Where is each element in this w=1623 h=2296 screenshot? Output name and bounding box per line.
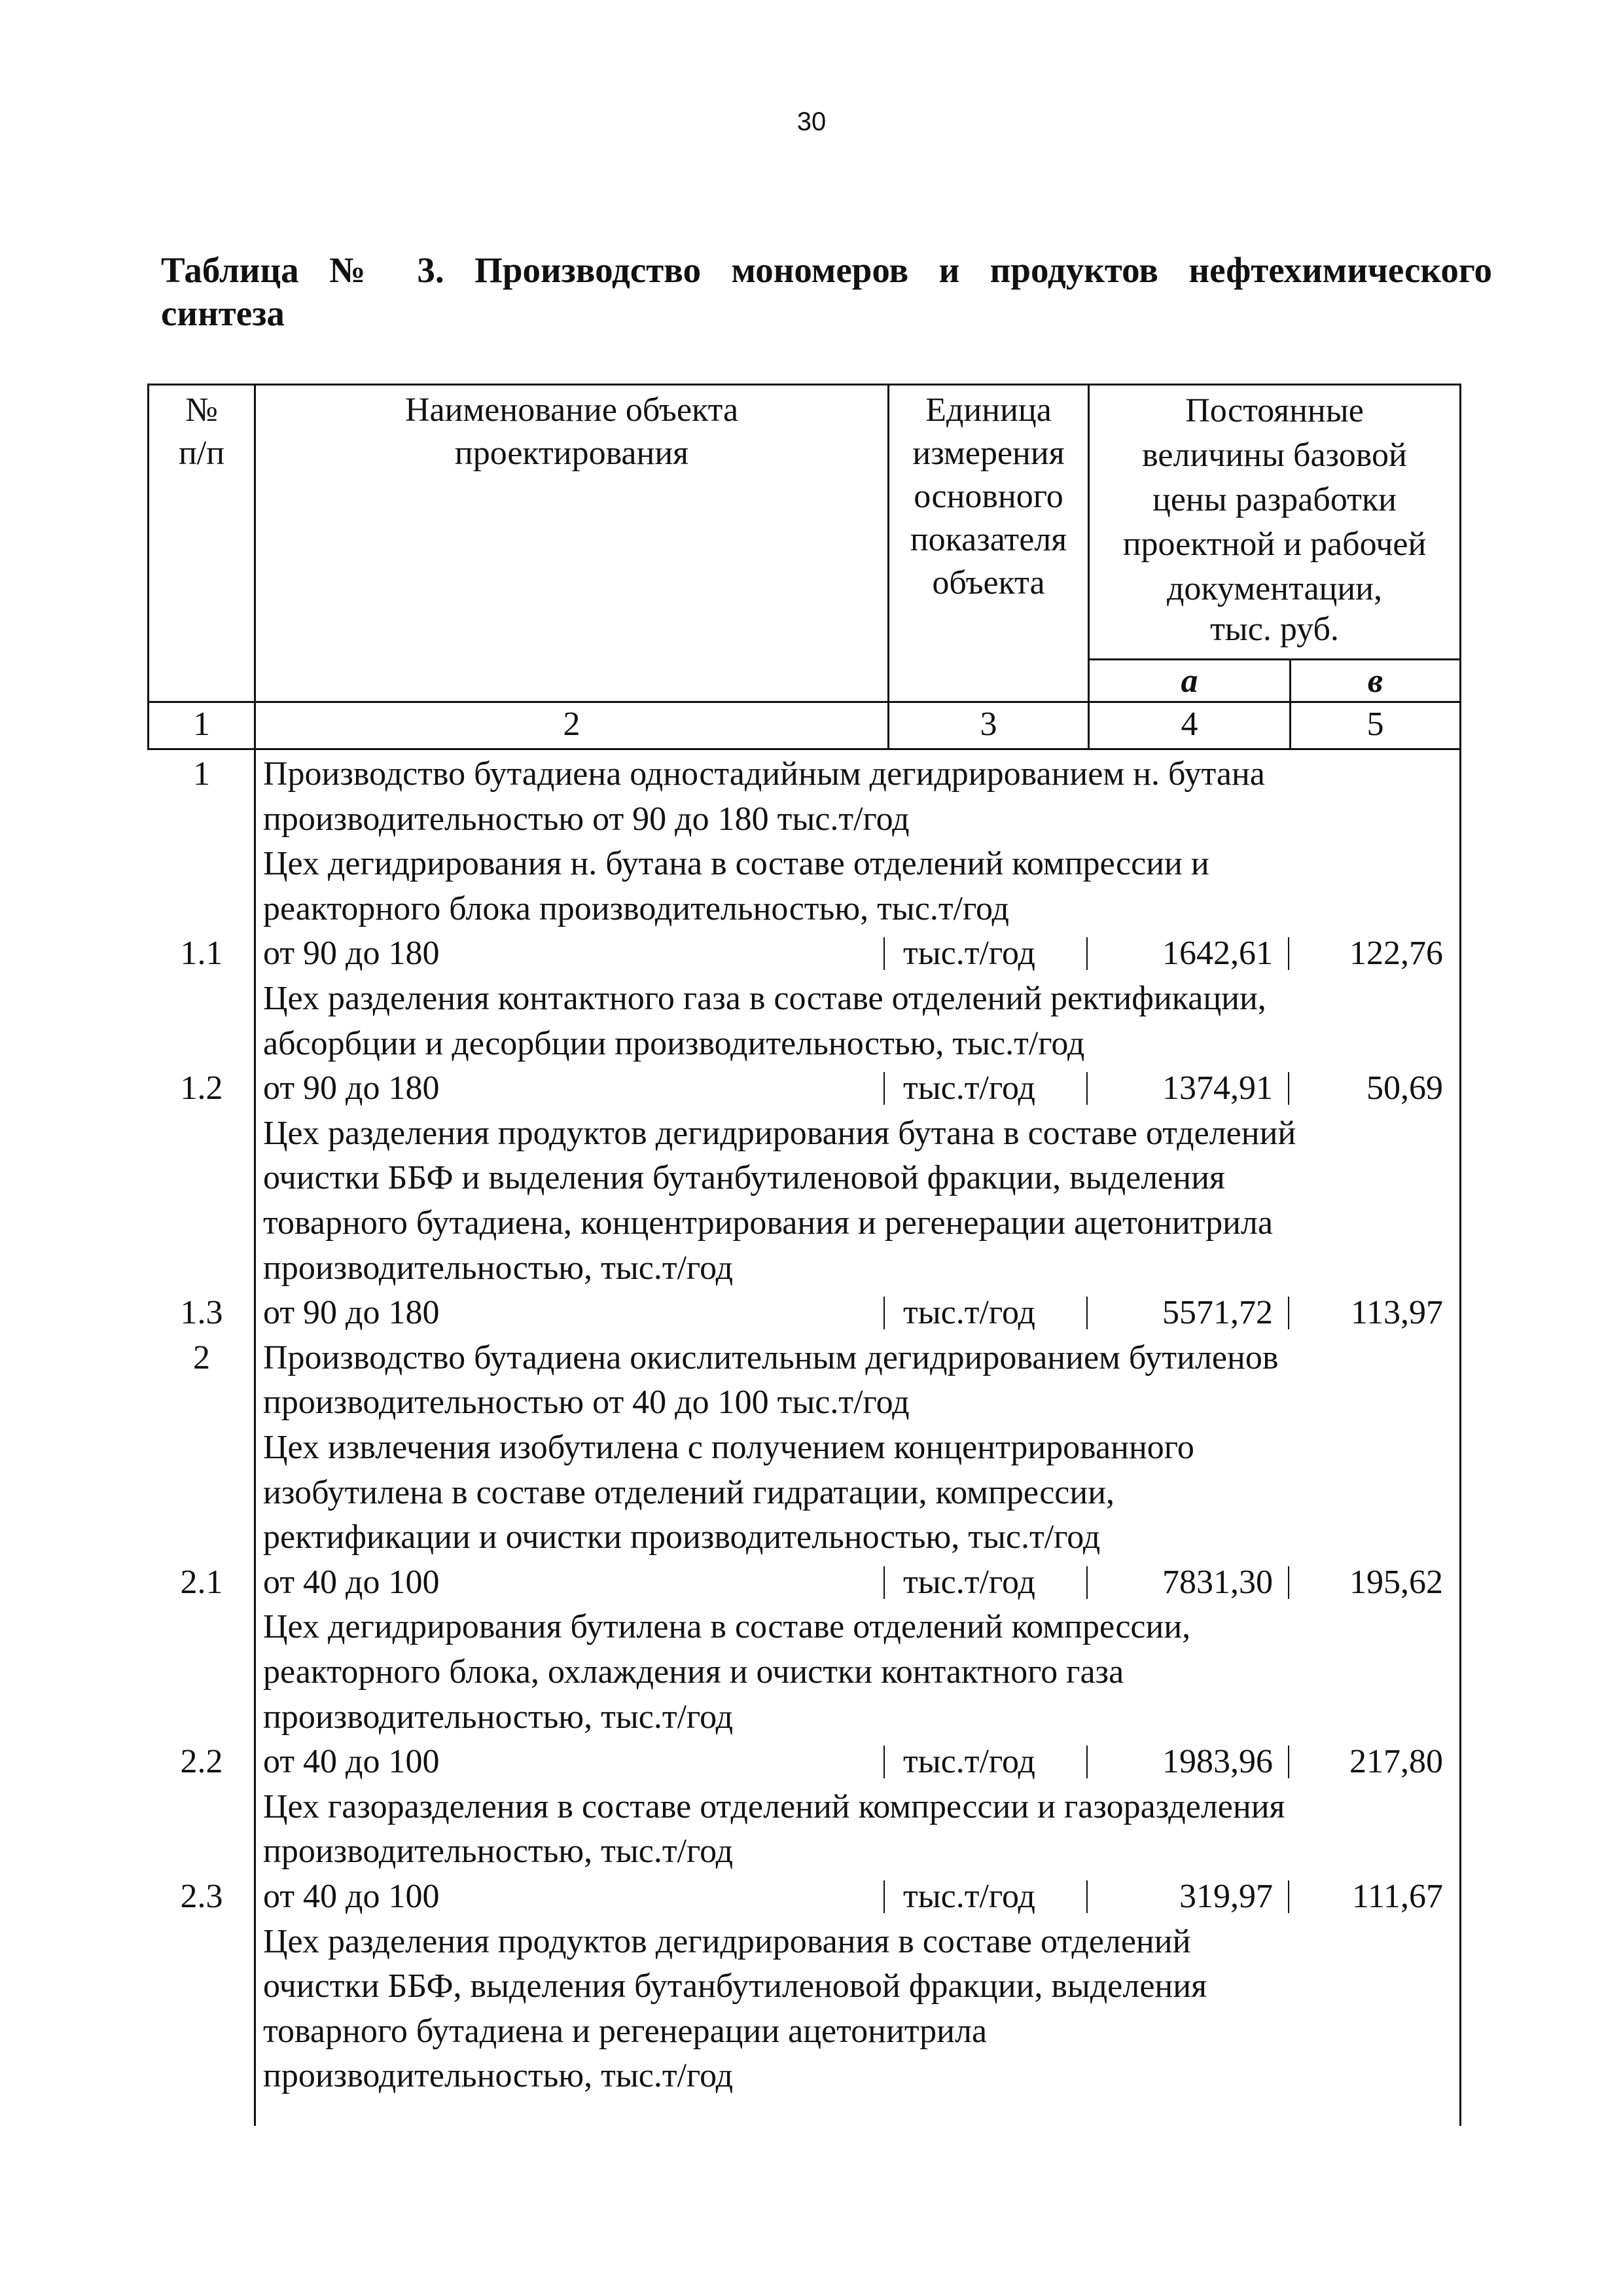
inline-separator [883, 1880, 885, 1913]
inline-separator [1288, 1072, 1289, 1105]
header-col3-line: основного [914, 478, 1063, 515]
page-number: 30 [796, 107, 827, 136]
row-text: Цех разделения продуктов дегидрирования бутана в составе отделений [263, 1115, 1296, 1152]
inline-separator [1086, 1072, 1088, 1105]
row-unit: тыс.т/год [903, 1743, 1035, 1780]
row-text: от 40 до 100 [263, 1878, 440, 1915]
row-text: от 90 до 180 [263, 1294, 440, 1331]
row-unit: тыс.т/год [903, 1878, 1035, 1915]
row-value-a: 1642,61 [1162, 935, 1273, 972]
header-col45-line: величины базовой [1142, 437, 1407, 474]
row-number: 2.1 [180, 1564, 223, 1601]
header-col3-line: объекта [932, 564, 1045, 601]
col-divider-1 [254, 384, 256, 2126]
row-value-b: 50,69 [1366, 1069, 1443, 1107]
row-text: Цех разделения продуктов дегидрирования в составе отделений [263, 1923, 1191, 1960]
row-number: 2.3 [180, 1878, 223, 1915]
inline-separator [1288, 1880, 1289, 1913]
col-number-1: 1 [193, 706, 210, 743]
row-text: от 40 до 100 [263, 1564, 440, 1601]
header-col1 [149, 389, 254, 475]
row-text: реакторного блока, охлаждения и очистки контактного газа [263, 1653, 1124, 1691]
row-value-a: 1374,91 [1162, 1069, 1273, 1107]
row-text: производительностью от 90 до 180 тыс.т/год [263, 800, 910, 838]
row-text: товарного бутадиена и регенерации ацетонитрила [263, 2013, 988, 2050]
row-unit: тыс.т/год [903, 1564, 1035, 1601]
row-text: производительностью, тыс.т/год [263, 1698, 734, 1736]
subheader-a: а [1181, 662, 1198, 700]
inline-separator [1086, 1566, 1088, 1599]
table-title-continuation: синтеза [161, 293, 285, 333]
inline-separator [1086, 937, 1088, 970]
row-number: 2.2 [180, 1743, 223, 1780]
inline-separator [883, 937, 885, 970]
row-text: реакторного блока производительностью, тыс.т/год [263, 890, 1009, 927]
row-text: от 90 до 180 [263, 1069, 440, 1107]
row-unit: тыс.т/год [903, 935, 1035, 972]
inline-separator [883, 1566, 885, 1599]
row-text: изобутилена в составе отделений гидратации, компрессии, [263, 1474, 1115, 1511]
row-value-b: 195,62 [1349, 1564, 1443, 1601]
row-text: Цех дегидрирования н. бутана в составе отделений компрессии и [263, 845, 1209, 882]
numbering-bottom-line [147, 748, 1461, 750]
row-value-a: 319,97 [1179, 1878, 1273, 1915]
row-text: абсорбции и десорбции производительностью, тыс.т/год [263, 1025, 1085, 1062]
inline-separator [883, 1072, 885, 1105]
header-col45-line: Постоянные [1185, 392, 1364, 429]
inline-separator [1288, 1566, 1289, 1599]
row-number: 1.1 [180, 935, 223, 972]
row-text: производительностью от 40 до 100 тыс.т/год [263, 1384, 910, 1421]
row-unit: тыс.т/год [903, 1294, 1035, 1331]
row-text: Производство бутадиена одностадийным дегидрированием н. бутана [263, 755, 1265, 793]
subheader-b: в [1367, 662, 1383, 700]
inline-separator [1288, 1297, 1289, 1329]
header-col3-line: показателя [910, 521, 1067, 558]
row-text: ректификации и очистки производительностью, тыс.т/год [263, 1518, 1101, 1556]
row-value-b: 113,97 [1350, 1294, 1443, 1331]
row-value-b: 111,67 [1351, 1878, 1443, 1915]
row-text: от 40 до 100 [263, 1743, 440, 1780]
row-value-a: 1983,96 [1162, 1743, 1273, 1780]
row-text: очистки ББФ и выделения бутанбутиленовой фракции, выделения [263, 1159, 1225, 1196]
row-text: очистки ББФ, выделения бутанбутиленовой фракции, выделения [263, 1967, 1207, 2005]
row-number: 1 [193, 755, 210, 793]
inline-separator [1086, 1880, 1088, 1913]
header-col2 [256, 389, 887, 475]
row-text: производительностью, тыс.т/год [263, 1249, 734, 1287]
header-col3-line: Единица [925, 391, 1052, 429]
header-col2-line: проектирования [454, 435, 689, 472]
row-text: Производство бутадиена окислительным дегидрированием бутиленов [263, 1339, 1279, 1376]
inline-separator [883, 1297, 885, 1329]
row-unit: тыс.т/год [903, 1069, 1035, 1107]
header-col45-line: цены разработки [1152, 481, 1397, 518]
row-text: Цех извлечения изобутилена с получением концентрированного [263, 1429, 1194, 1466]
row-number: 2 [193, 1339, 210, 1376]
header-col45 [1090, 389, 1459, 648]
table-border-top [147, 384, 1461, 386]
table-title: Таблица № 3. Производство мономеров и продуктов нефтехимического [161, 250, 1492, 290]
row-value-b: 122,76 [1349, 935, 1443, 972]
row-text: Цех разделения контактного газа в составе отделений ректификации, [263, 980, 1266, 1017]
col-number-5: 5 [1366, 706, 1384, 743]
row-value-b: 217,80 [1349, 1743, 1443, 1780]
row-text: Цех газоразделения в составе отделений компрессии и газоразделения [263, 1788, 1285, 1825]
inline-separator [1086, 1746, 1088, 1778]
row-value-a: 7831,30 [1162, 1564, 1273, 1601]
inline-separator [1086, 1297, 1088, 1329]
row-value-a: 5571,72 [1162, 1294, 1273, 1331]
row-text: производительностью, тыс.т/год [263, 2057, 734, 2094]
header-col3-line: измерения [912, 435, 1065, 472]
inline-separator [1288, 937, 1289, 970]
header-col3 [889, 389, 1088, 605]
header-col2-line: Наименование объекта [404, 391, 739, 429]
header-col45-line: проектной и рабочей [1122, 526, 1427, 563]
col-number-3: 3 [980, 706, 997, 743]
row-text: от 90 до 180 [263, 935, 440, 972]
header-col1-line: п/п [178, 435, 225, 472]
inline-separator [1288, 1746, 1289, 1778]
header-col45-line: документации, [1166, 570, 1383, 607]
row-text: товарного бутадиена, концентрирования и регенерации ацетонитрила [263, 1204, 1273, 1242]
col-number-2: 2 [563, 706, 580, 743]
row-text: производительностью, тыс.т/год [263, 1833, 734, 1870]
col-number-4: 4 [1181, 706, 1198, 743]
header-col1-line: № [185, 391, 218, 429]
row-text: Цех дегидрирования бутилена в составе отделений компрессии, [263, 1608, 1191, 1645]
row-number: 1.2 [180, 1069, 223, 1107]
row-number: 1.3 [180, 1294, 223, 1331]
header-col45-line: тыс. руб. [1210, 611, 1339, 648]
inline-separator [883, 1746, 885, 1778]
table-border-right [1459, 384, 1461, 2126]
